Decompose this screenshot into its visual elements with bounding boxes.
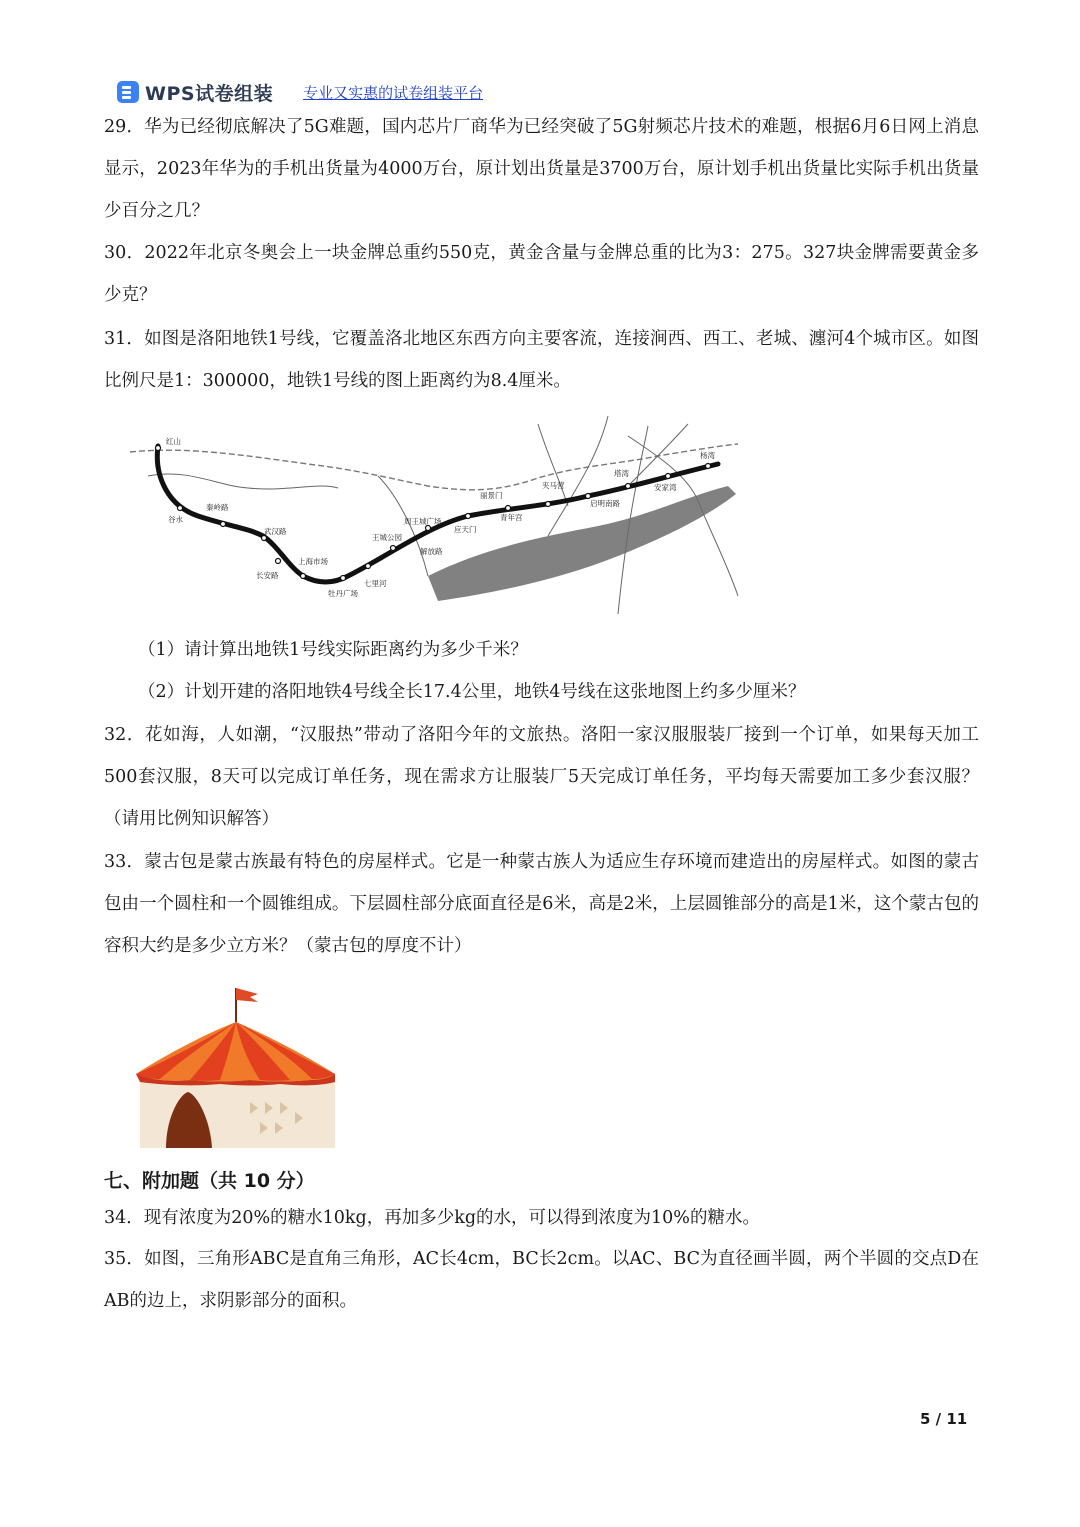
- station-label: 青年宫: [500, 513, 523, 522]
- tagline-link[interactable]: 专业又实惠的试卷组装平台: [303, 83, 484, 102]
- wps-logo-icon: [117, 81, 139, 103]
- question-32: 32．花如海，人如潮，“汉服热”带动了洛阳今年的文旅热。洛阳一家汉服服装厂接到一个订单，如果每天加工500套汉服，8天可以完成订单任务，现在需求方让服装厂5天完成订单任务，平均每天需要加工多少套汉服？（请用比例知识解答）: [104, 725, 979, 829]
- station-label: 夹马营: [542, 481, 565, 490]
- station-label: 牡丹广场: [328, 589, 358, 598]
- station-label: 秦岭路: [206, 503, 229, 512]
- station-label: 安家湾: [654, 483, 677, 492]
- station-label: 启明南路: [590, 499, 620, 508]
- station-label: 武汉路: [264, 527, 287, 536]
- station-label: 红山: [166, 437, 181, 446]
- station-label: 塔湾: [614, 469, 629, 478]
- station-label: 七里河: [364, 579, 387, 588]
- station-label: 王城公园: [372, 533, 402, 542]
- station-label: 杨湾: [700, 451, 715, 460]
- station-label: 周王城广场: [404, 517, 442, 526]
- question-30: 30．2022年北京冬奥会上一块金牌总重约550克，黄金含量与金牌总重的比为3：275。327块金牌需要黄金多少克？: [104, 243, 979, 305]
- question-34: 34．现有浓度为20%的糖水10kg，再加多少kg的水，可以得到浓度为10%的糖水。: [104, 1208, 760, 1228]
- logo-text: WPS试卷组装: [145, 82, 274, 105]
- station-label: 上海市场: [298, 557, 328, 566]
- question-31-part-1: （1）请计算出地铁1号线实际距离约为多少千米？: [138, 640, 528, 660]
- question-31: 31．如图是洛阳地铁1号线，它覆盖洛北地区东西方向主要客流，连接涧西、西工、老城、瀍河4个城市区。如图比例尺是1：300000，地铁1号线的图上距离约为8.4厘米。: [104, 329, 979, 391]
- metro-line-1-map: [128, 416, 740, 614]
- station-label: 谷水: [168, 515, 183, 524]
- question-35: 35．如图，三角形ABC是直角三角形，AC长4cm，BC长2cm。以AC、BC为直径画半圆，两个半圆的交点D在AB的边上，求阴影部分的面积。: [104, 1249, 979, 1311]
- station-label: 丽景门: [480, 491, 503, 500]
- question-33: 33．蒙古包是蒙古族最有特色的房屋样式。它是一种蒙古族人为适应生存环境而建造出的房屋样式。如图的蒙古包由一个圆柱和一个圆锥组成。下层圆柱部分底面直径是6米，高是2米，上层圆锥部分的高是1米，这个蒙古包的容积大约是多少立方米？（蒙古包的厚度不计）: [104, 852, 979, 956]
- yurt-illustration: [130, 982, 340, 1152]
- question-29: 29．华为已经彻底解决了5G难题，国内芯片厂商华为已经突破了5G射频芯片技术的难题，根据6月6日网上消息显示，2023年华为的手机出货量为4000万台，原计划出货量是3700万台，原计划手机出货量比实际手机出货量少百分之几？: [104, 117, 979, 221]
- section-title: 七、附加题（共 10 分）: [104, 1170, 315, 1192]
- question-31-part-2: （2）计划开建的洛阳地铁4号线全长17.4公里，地铁4号线在这张地图上约多少厘米？: [138, 682, 806, 702]
- header-banner: [117, 78, 483, 106]
- station-label: 解放路: [420, 547, 443, 556]
- station-label: 应天门: [454, 525, 477, 534]
- station-label: 长安路: [256, 571, 279, 580]
- page-number: 5 / 11: [920, 1410, 968, 1428]
